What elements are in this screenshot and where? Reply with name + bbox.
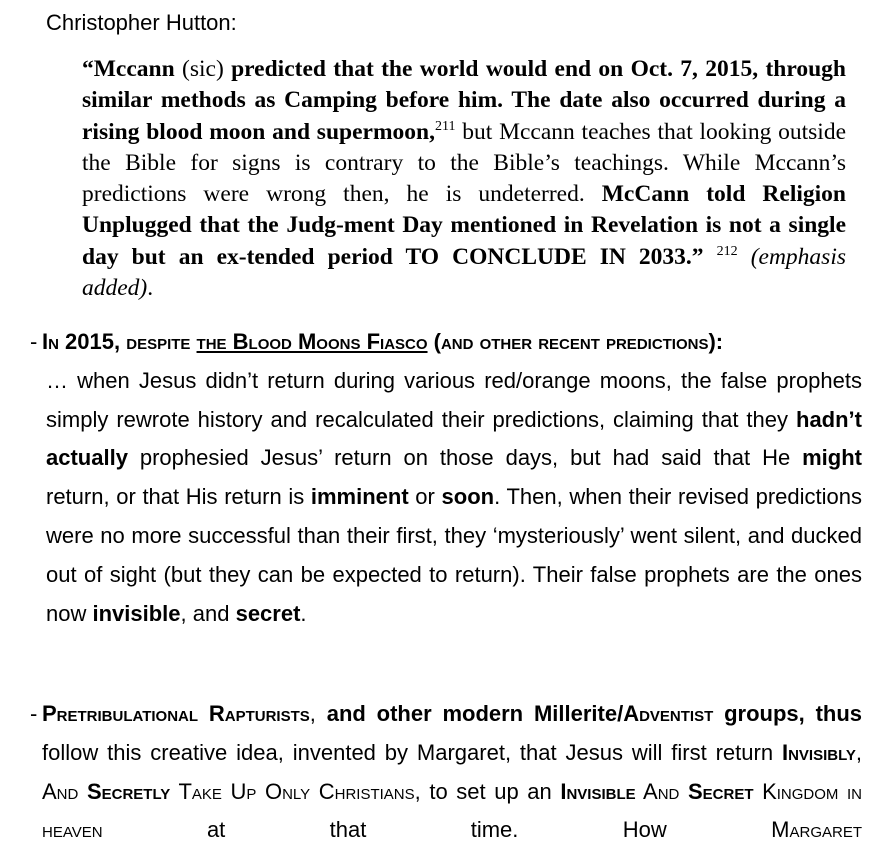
list-dash: - [30,329,38,354]
text-run: groups, thus [713,701,863,726]
text-run: follow this creative idea, invented by Margaret, that Jesus will first return [42,739,782,765]
text-run: Invisibly [781,739,856,765]
text-run: In 2015, [42,329,127,354]
text-run: Adventist [623,701,714,726]
text-run: Pretribulational Rapturists [42,701,310,726]
text-run: despite [126,329,197,354]
text-run: hadn’t actually [46,406,862,471]
text-run: at that time. How [102,817,772,843]
footnote-ref: 211 [434,118,456,134]
text-run: (and other recent predictions): [427,329,724,354]
text-run: soon [441,484,495,510]
text-run: and other modern Millerite/ [326,701,624,726]
text-run: Kingdom in heaven [42,778,863,843]
text-run: , and [180,600,236,626]
text-run: imminent [310,484,409,510]
text-run: , [309,701,327,726]
text-run: And [635,778,688,804]
section-heading [30,323,862,362]
text-run: invisible [92,600,181,626]
text-run: Margaret [771,817,862,843]
text-run: Take Up Only Christians [170,778,415,804]
list-dash: - [30,701,38,726]
text-run: … when Jesus didn’t return during various red/orange moons, the false prophets simply rewrote history and recalculated their predictions, claiming that they [46,367,862,432]
text-run: return, or that His return is [46,484,311,510]
block-quote [82,54,846,304]
section-blood-moons [30,323,862,633]
quote-attribution: Christopher Hutton: [46,10,237,35]
section-rapturists [30,695,862,850]
text-run: might [802,445,862,471]
text-run: Secret [687,778,754,804]
text-run: predicted that the world would end on Oct. 7, 2015, through similar methods as Camping before him. The date also occurred during a rising blood moon and supermoon, [82,56,847,145]
text-run: the Blood Moons Fiasco [196,329,428,354]
text-run: . Then, when their revised predictions were no more successful than their first, they ‘mysteriously’ went silent, and ducked out of sight (but they can be expected to return). Their false prophets are the ones now [46,484,862,626]
text-run: . [147,275,154,302]
section-paragraph [30,362,862,634]
text-run: , to set up an [414,778,561,804]
text-run: or [408,484,442,510]
text-run: prophesied Jesus’ return on those days, but had said that He [127,445,803,471]
text-run: . [300,600,307,626]
text-run: And [42,778,87,804]
text-run: (emphasis added) [82,243,846,302]
text-run: Invisible [560,778,636,804]
text-run: but Mccann teaches that looking outside the Bible for signs is contrary to the Bible’s teachings. While Mccann’s predictions were wrong then, he is undeterred. [82,118,846,208]
text-run: Secretly [86,778,171,804]
section-paragraph [30,695,862,850]
text-run: secret [235,600,301,626]
footnote-ref: 212 [716,243,738,259]
text-run: , [855,739,862,765]
text-run: McCann told Religion Unplugged that the Judg-ment Day mentioned in Revelation is not a single day but an ex-tended period TO CONCLUDE IN 2033.” [82,181,846,270]
text-run: “Mccann [82,56,183,82]
text-run: (sic) [182,56,232,82]
